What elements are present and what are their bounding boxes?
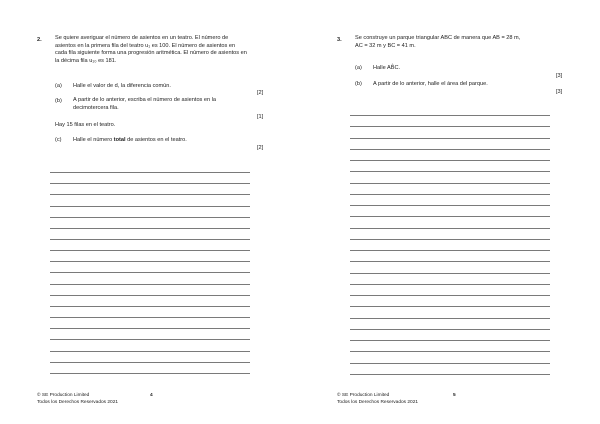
question-stem (355, 35, 580, 50)
answer-line (350, 171, 550, 172)
answer-line (350, 329, 550, 330)
answer-line (350, 115, 550, 116)
part-a-text: Halle AB̂C. (373, 65, 401, 71)
answer-line (350, 363, 550, 364)
footer-copyright: © SE Production Limited (37, 393, 90, 398)
answer-line (350, 228, 550, 229)
part-b-marks: [3] (556, 89, 563, 95)
stem-line: cada fila siguiente forma una progresión aritmética. El número de asientos en (55, 50, 247, 56)
answer-line (350, 239, 550, 240)
part-b-text (73, 97, 216, 112)
answer-line (350, 261, 550, 262)
answer-line (350, 295, 550, 296)
stem-line: AC = 32 m y BC = 41 m. (355, 42, 416, 49)
part-c-label: (c) (55, 137, 62, 143)
answer-line (50, 194, 250, 195)
part-a-text: Halle el valor de d, la diferencia común. (73, 83, 171, 89)
answer-line (350, 351, 550, 352)
answer-line (50, 362, 250, 363)
part-b-marks: [1] (257, 114, 264, 120)
footer-rights: Todos los Derechos Reservados 2021 (337, 399, 419, 405)
answer-line (50, 206, 250, 207)
answer-line (50, 306, 250, 307)
part-b-text: A partir de lo anterior, halle el área del parque. (373, 81, 488, 87)
page-5 (300, 0, 600, 424)
part-b-label: (b) (355, 81, 362, 87)
answer-line (350, 374, 550, 375)
answer-lines[interactable] (350, 115, 550, 385)
answer-line (350, 160, 550, 161)
answer-line (350, 284, 550, 285)
question-stem (55, 35, 280, 65)
part-a-marks: [2] (257, 90, 264, 96)
page-number: 5 (453, 393, 456, 398)
answer-line (350, 216, 550, 217)
answer-line (50, 250, 250, 251)
answer-line (50, 373, 250, 374)
part-c-bold: total (113, 137, 126, 143)
part-c-text (73, 137, 187, 143)
part-c-post: de asientos en el teatro. (125, 137, 187, 143)
answer-line (350, 318, 550, 319)
info-text: Hay 15 filas en el teatro. (55, 122, 116, 128)
answer-line (350, 183, 550, 184)
answer-line (50, 284, 250, 285)
answer-line (50, 261, 250, 262)
answer-line (350, 340, 550, 341)
answer-line (350, 126, 550, 127)
part-b-line: A partir de lo anterior, escriba el número de asientos en la (73, 97, 217, 103)
answer-line (50, 172, 250, 173)
answer-line (50, 351, 250, 352)
answer-line (50, 228, 250, 229)
stem-line: Se construye un parque triangular ABC de manera que AB = 28 m, (355, 35, 521, 41)
footer-copyright: © SE Production Limited (337, 393, 390, 398)
answer-line (50, 295, 250, 296)
stem-line: la décima fila u₁₀ es 181. (55, 57, 117, 64)
part-a-label: (a) (355, 65, 362, 71)
part-c-marks: [2] (257, 145, 264, 151)
part-b-line: decimotercera fila. (73, 104, 119, 111)
footer-rights: Todos los Derechos Reservados 2021 (37, 399, 119, 405)
answer-line (50, 339, 250, 340)
answer-line (350, 194, 550, 195)
answer-line (350, 250, 550, 251)
stem-line: asientos en la primera fila del teatro u₁ es 100. El número de asientos en (55, 42, 236, 49)
answer-line (50, 317, 250, 318)
part-a-marks: [3] (556, 73, 563, 79)
answer-line (50, 183, 250, 184)
answer-line (50, 239, 250, 240)
question-number: 2. (37, 37, 42, 43)
answer-lines[interactable] (50, 172, 250, 384)
answer-line (50, 217, 250, 218)
footer (337, 393, 418, 406)
answer-line (350, 138, 550, 139)
answer-line (50, 328, 250, 329)
answer-line (50, 272, 250, 273)
answer-line (350, 205, 550, 206)
stem-line: Se quiere averiguar el número de asientos en un teatro. El número de (55, 35, 229, 41)
part-c-pre: Halle el número (73, 137, 114, 143)
answer-line (350, 273, 550, 274)
part-a-label: (a) (55, 83, 62, 89)
page-number: 4 (150, 393, 153, 398)
answer-line (350, 306, 550, 307)
question-number: 3. (337, 37, 342, 43)
answer-line (350, 149, 550, 150)
footer (37, 393, 118, 406)
part-b-label: (b) (55, 98, 62, 104)
